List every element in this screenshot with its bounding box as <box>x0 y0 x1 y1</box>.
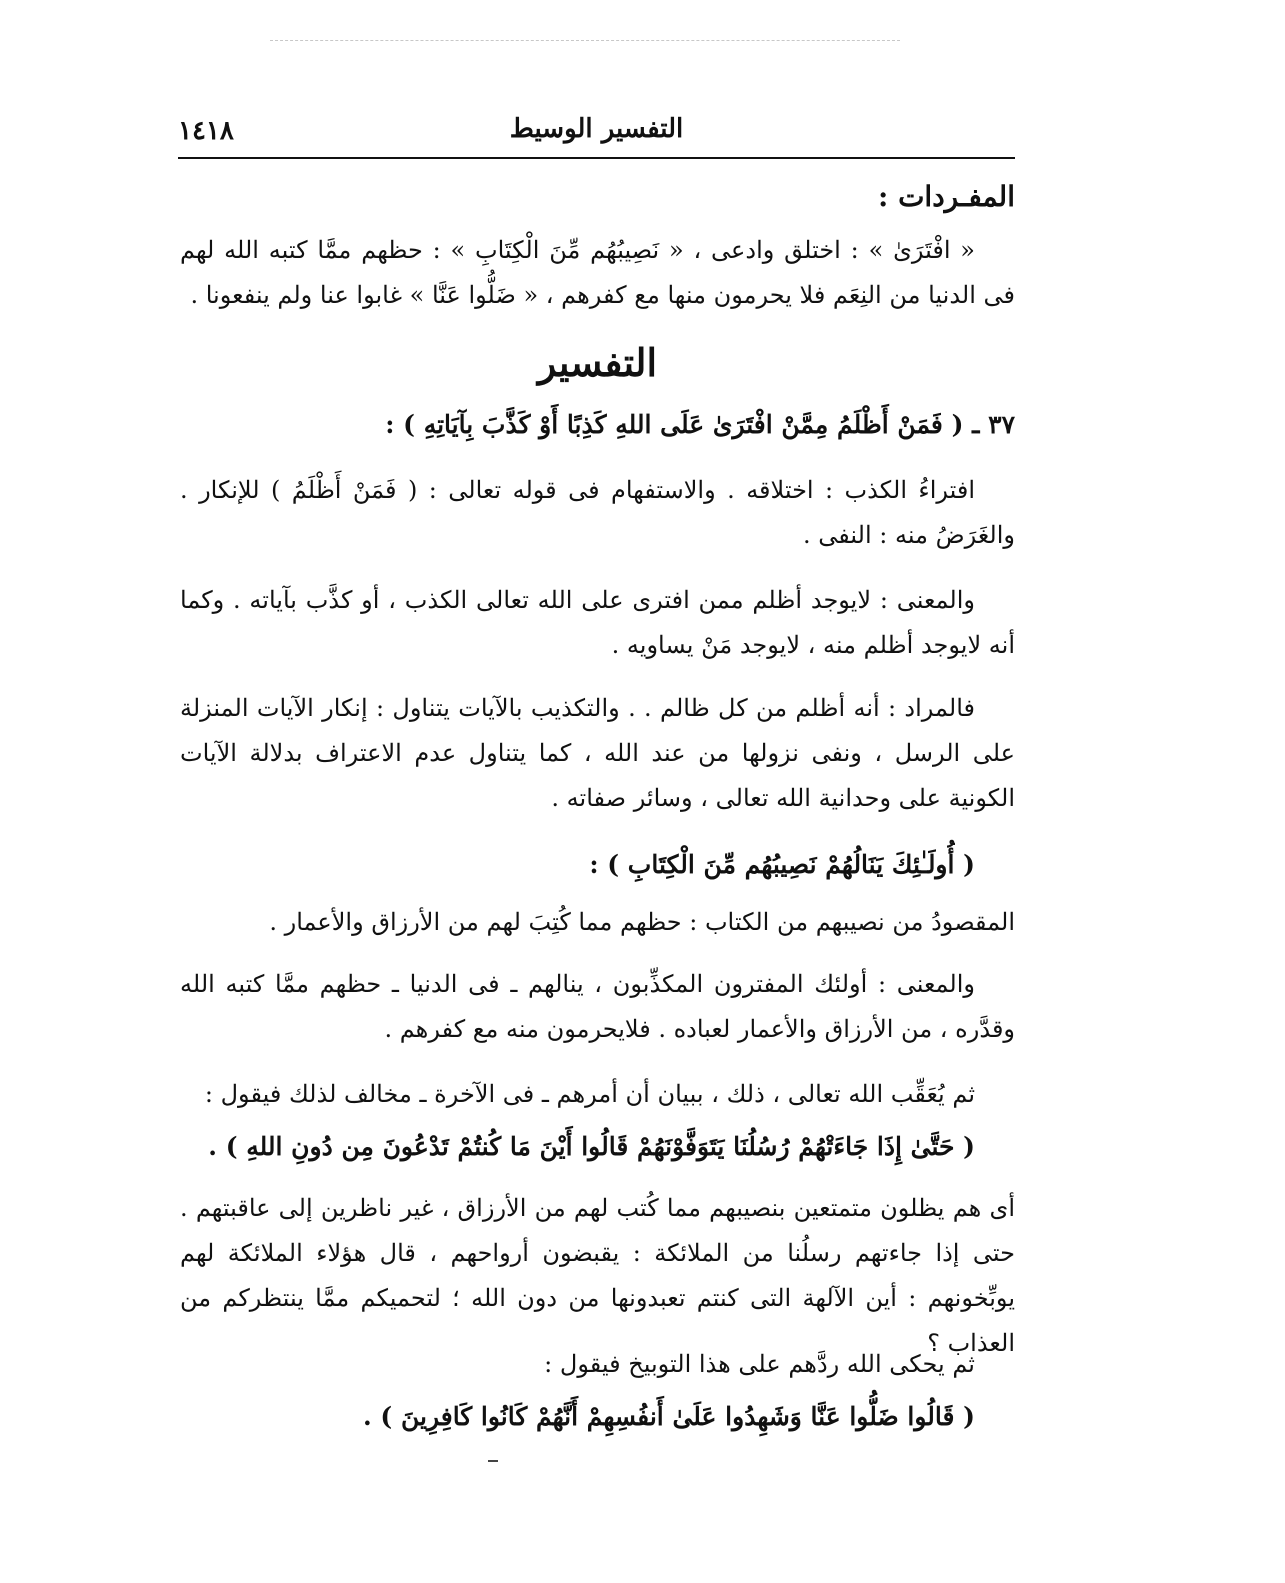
scan-artifact-dash <box>488 1460 498 1462</box>
verse-hatta <box>180 1124 1015 1169</box>
paragraph-7 <box>180 1186 1015 1366</box>
verse-qalu-text: ( قَالُوا ضَلُّوا عَنَّا وَشَهِدُوا عَلَىٰ أَنفُسِهِمْ أَنَّهُمْ كَانُوا كَافِرِينَ ) . <box>363 1402 975 1431</box>
paragraph-4 <box>180 900 1015 945</box>
verse-37: ٣٧ ـ ( فَمَنْ أَظْلَمُ مِمَّنْ افْتَرَىٰ عَلَى اللهِ كَذِبًا أَوْ كَذَّبَ بِآيَاتِهِ ) : <box>385 410 1015 439</box>
paragraph-3-text: فالمراد : أنه أظلم من كل ظالم . . والتكذيب بالآيات يتناول : إنكار الآيات المنزلة على الرسل ، ونفى نزولها من عند الله ، كما يتناول عدم الاعتراف بدلالة الآيات الكونية على وحدانية الله تعالى ، وسائر صفاته . <box>180 694 1015 812</box>
paragraph-6-text: ثم يُعَقِّب الله تعالى ، ذلك ، ببيان أن أمرهم ـ فى الآخرة ـ مخالف لذلك فيقول : <box>204 1080 975 1108</box>
page-number: ١٤١٨ <box>178 116 234 146</box>
paragraph-8 <box>180 1342 1015 1387</box>
paragraph-3 <box>180 686 1015 821</box>
paragraph-1 <box>180 468 1015 558</box>
paragraph-6 <box>180 1072 1015 1117</box>
paragraph-4-text: المقصودُ من نصيبهم من الكتاب : حظهم مما كُتِبَ لهم من الأرزاق والأعمار . <box>269 908 1015 936</box>
paragraph-8-text: ثم يحكى الله ردَّهم على هذا التوبيخ فيقول : <box>544 1350 975 1378</box>
paragraph-7-text: أى هم يظلون متمتعين بنصيبهم مما كُتب لهم من الأرزاق ، غير ناظرين إلى عاقبتهم . حتى إذا جاءتهم رسلُنا من الملائكة : يقبضون أرواحهم ، قال هؤلاء الملائكة لهم يوبِّخونهم : أين الآلهة التى كنتم تعبدونها من دون الله ؛ لتحميكم ممَّا ينتظركم من العذاب ؟ <box>180 1194 1016 1357</box>
vocab-paragraph <box>180 228 1015 318</box>
tafsir-heading: التفسير <box>537 340 658 385</box>
scan-artifact-line <box>270 40 900 41</box>
paragraph-5-text: والمعنى : أولئك المفترون المكذِّبون ، ينالهم ـ فى الدنيا ـ حظهم ممَّا كتبه الله وقدَّره ، من الأرزاق والأعمار لعباده . فلايحرمون منه مع كفرهم . <box>180 970 1015 1043</box>
running-header <box>178 112 1015 152</box>
paragraph-5 <box>180 962 1015 1052</box>
verse-ulaika-text: ( أُولَـٰئِكَ يَنَالُهُمْ نَصِيبُهُم مِّنَ الْكِتَابِ ) : <box>589 850 975 879</box>
running-title: التفسير الوسيط <box>509 114 684 144</box>
paragraph-1-text: افتراءُ الكذب : اختلاقه . والاستفهام فى قوله تعالى : ( فَمَنْ أَظْلَمُ ) للإنكار . والغَرَضُ منه : النفى . <box>180 476 1015 549</box>
verse-ulaika <box>180 842 1015 887</box>
vocab-text: « افْتَرَىٰ » : اختلق وادعى ، « نَصِيبُهُم مِّنَ الْكِتَابِ » : حظهم ممَّا كتبه الله لهم فى الدنيا من النِعَم فلا يحرمون منها مع كفرهم ، « ضَلُّوا عَنَّا » غابوا عنا ولم ينفعونا . <box>180 236 1015 309</box>
header-rule <box>178 157 1015 159</box>
vocab-heading: المفـردات : <box>877 180 1015 213</box>
paragraph-2 <box>180 578 1015 668</box>
verse-qalu <box>180 1394 1015 1439</box>
paragraph-2-text: والمعنى : لايوجد أظلم ممن افترى على الله تعالى الكذب ، أو كذَّب بآياته . وكما أنه لايوجد أظلم منه ، لايوجد مَنْ يساويه . <box>180 586 1015 659</box>
verse-hatta-text: ( حَتَّىٰ إِذَا جَاءَتْهُمْ رُسُلُنَا يَتَوَفَّوْنَهُمْ قَالُوا أَيْنَ مَا كُنتُمْ تَدْعُونَ مِن دُونِ اللهِ ) . <box>208 1132 975 1161</box>
